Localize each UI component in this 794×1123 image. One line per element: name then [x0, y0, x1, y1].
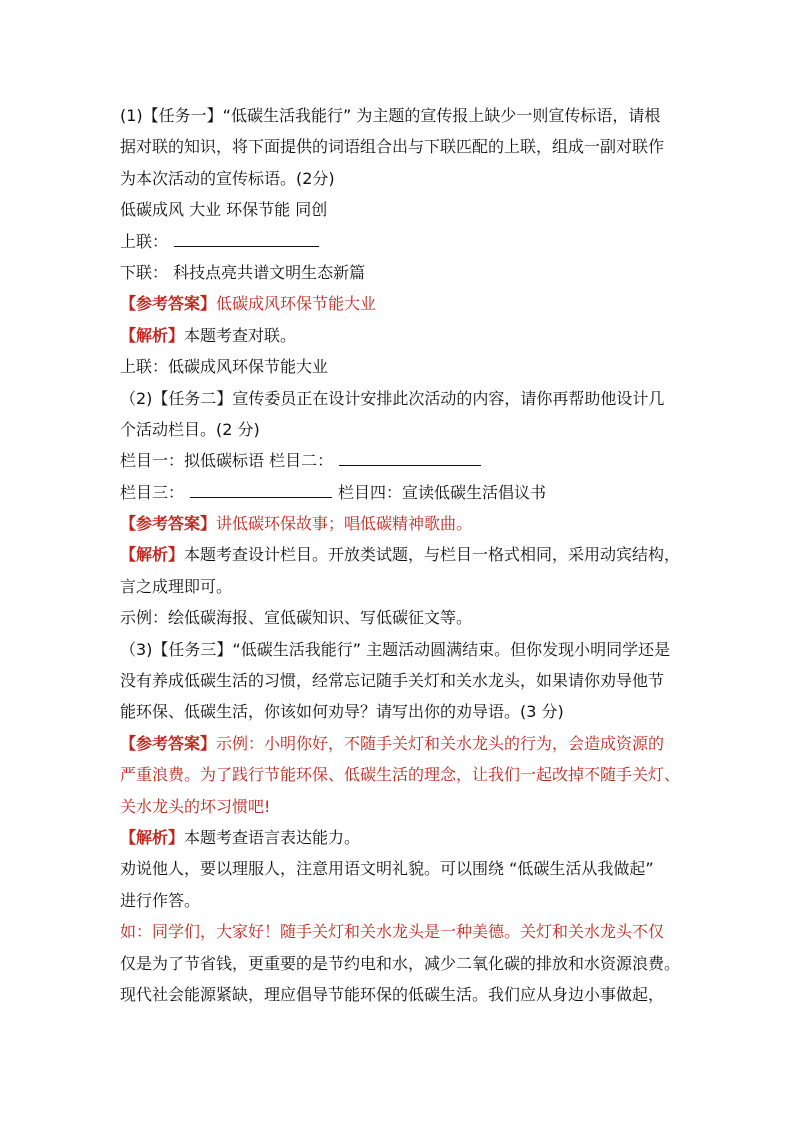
column-three-label: 栏目三：: [120, 482, 185, 502]
q3-line3: 能环保、低碳生活，你该如何劝导？请写出你的劝导语。(3 分): [120, 702, 564, 722]
analysis-tag: 【解析】: [120, 325, 185, 345]
q1-shanglian-row: [120, 226, 688, 257]
q1-words: 低碳成风 大业 环保节能 同创: [120, 200, 328, 220]
analysis-tag: 【解析】: [120, 827, 185, 847]
q3-answer-row: [120, 728, 688, 759]
q1-line1: (1)【任务一】“低碳生活我能行” 为主题的宣传报上缺少一则宣传标语，请根: [120, 106, 661, 125]
q2-example: 示例：绘低碳海报、宣低碳知识、写低碳征文等。: [120, 608, 473, 628]
q2-columns-row2: [120, 477, 688, 508]
q3-line2: 没有养成低碳生活的习惯，经常忘记随手关灯和关水龙头，如果请你劝导他节: [120, 671, 665, 691]
q2-answer: 讲低碳环保故事；唱低碳精神歌曲。: [216, 514, 473, 534]
q2-analysis-l2: 言之成理即可。: [120, 576, 233, 596]
q3-example-l3: 现代社会能源紧缺，理应倡导节能环保的低碳生活。我们应从身边小事做起，: [120, 984, 665, 1004]
q1-line3: 为本次活动的宣传标语。(2分): [120, 168, 335, 188]
column-four: 栏目四：宣读低碳生活倡议书: [338, 482, 547, 502]
q3-analysis-row: [120, 822, 688, 853]
q2-answer-row: [120, 508, 688, 539]
answer-tag: 【参考答案】: [120, 294, 217, 314]
q1-analysis-row: [120, 320, 688, 351]
analysis-tag: 【解析】: [120, 545, 185, 565]
q1-analysis: 本题考查对联。: [184, 325, 297, 345]
q3-answer-l3: 关水龙头的坏习惯吧!: [120, 796, 271, 816]
shanglian-blank: [174, 232, 319, 247]
q2-analysis-l1: 本题考查设计栏目。开放类试题，与栏目一格式相同，采用动宾结构，: [184, 545, 681, 565]
document-body: [120, 100, 688, 1010]
q2-columns-row1: [120, 445, 688, 476]
q3-line1: （3)【任务三】“低碳生活我能行” 主题活动圆满结束。但你发现小明同学还是: [120, 639, 671, 659]
q3-example-l1: 如：同学们，大家好！随手关灯和关水龙头是一种美德。关灯和关水龙头不仅: [120, 922, 665, 942]
q2-line2: 个活动栏目。(2 分): [120, 419, 260, 439]
q3-analysis: 本题考查语言表达能力。: [184, 827, 361, 847]
q2-line1: （2)【任务二】宣传委员正在设计安排此次活动的内容，请你再帮助他设计几: [120, 388, 665, 408]
q3-example-l2: 仅是为了节省钱，更重要的是节约电和水，减少二氧化碳的排放和水资源浪费。: [120, 953, 681, 973]
answer-tag: 【参考答案】: [120, 733, 217, 753]
q3-answer-l1: 示例：小明你好，不随手关灯和关水龙头的行为，会造成资源的: [216, 733, 665, 753]
q2-analysis-row: [120, 539, 688, 570]
column-two-blank: [339, 451, 481, 466]
q1-xialian: 下联： 科技点亮共谱文明生态新篇: [120, 262, 366, 282]
shanglian-label: 上联：: [120, 231, 169, 251]
column-three-blank: [190, 483, 332, 498]
q3-persuade-l1: 劝说他人，要以理服人，注意用语文明礼貌。可以围绕 “低碳生活从我做起”: [120, 859, 654, 879]
column-one-two: 栏目一：拟低碳标语 栏目二：: [120, 451, 334, 471]
q3-answer-l2: 严重浪费。为了践行节能环保、低碳生活的理念，让我们一起改掉不随手关灯、: [120, 765, 681, 785]
q1-answer: 低碳成风环保节能大业: [216, 294, 377, 314]
q3-persuade-l2: 进行作答。: [120, 890, 201, 910]
q1-line2: 据对联的知识，将下面提供的词语组合出与下联匹配的上联，组成一副对联作: [120, 137, 665, 157]
answer-tag: 【参考答案】: [120, 514, 217, 534]
q1-answer-row: [120, 288, 688, 319]
q1-analysis2: 上联：低碳成风环保节能大业: [120, 357, 329, 377]
